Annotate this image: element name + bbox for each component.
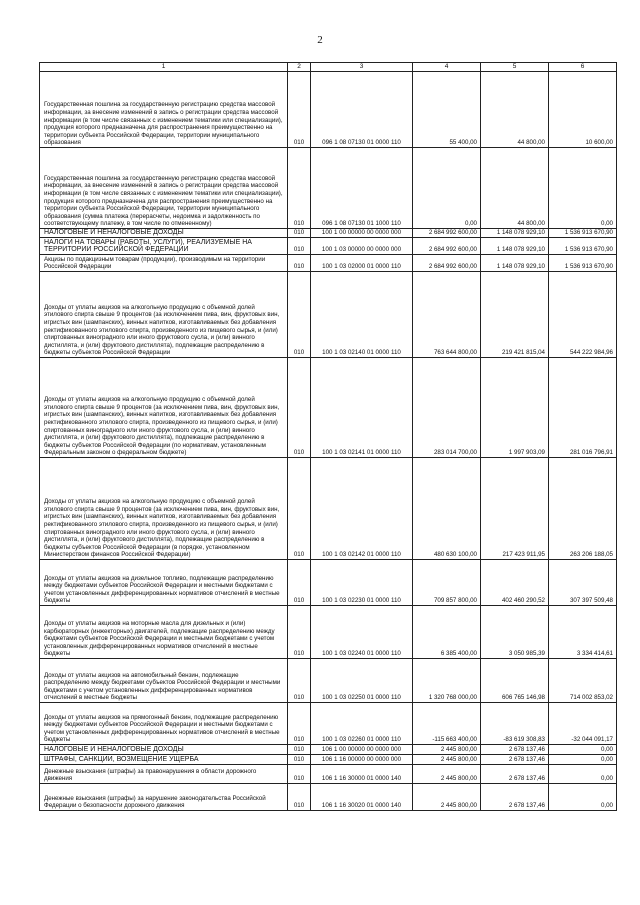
row-budget-code: 100 1 03 02260 01 0000 110 (311, 703, 413, 745)
row-executed-amount: 2 678 137,46 (481, 745, 549, 755)
row-name: НАЛОГИ НА ТОВАРЫ (РАБОТЫ, УСЛУГИ), РЕАЛИЗУЕМЫЕ НА ТЕРРИТОРИИ РОССИЙСКОЙ ФЕДЕРАЦИИ (40, 238, 288, 255)
column-header-2: 2 (288, 63, 311, 72)
row-executed-amount: 44 800,00 (481, 72, 549, 148)
row-budget-code: 100 1 03 02140 01 0000 110 (311, 272, 413, 358)
row-executed-amount: 1 148 078 929,10 (481, 229, 549, 238)
row-name: Акцизы по подакцизным товарам (продукции), производимым на территории Российской Федерации (40, 255, 288, 272)
row-approved-amount: 2 445 800,00 (413, 755, 481, 765)
row-name: ШТРАФЫ, САНКЦИИ, ВОЗМЕЩЕНИЕ УЩЕРБА (40, 755, 288, 765)
row-line-code: 010 (288, 765, 311, 784)
row-executed-amount: 3 050 985,39 (481, 606, 549, 659)
row-budget-code: 100 1 03 02240 01 0000 110 (311, 606, 413, 659)
row-line-code: 010 (288, 238, 311, 255)
row-approved-amount: -115 663 400,00 (413, 703, 481, 745)
row-unexecuted-amount: -32 044 091,17 (549, 703, 617, 745)
row-approved-amount: 2 684 992 600,00 (413, 238, 481, 255)
column-header-3: 3 (311, 63, 413, 72)
column-header-1: 1 (40, 63, 288, 72)
table-row (40, 784, 617, 811)
row-unexecuted-amount: 714 002 853,02 (549, 659, 617, 703)
row-line-code: 010 (288, 229, 311, 238)
row-line-code: 010 (288, 272, 311, 358)
row-approved-amount: 1 320 768 000,00 (413, 659, 481, 703)
row-budget-code: 106 1 00 00000 00 0000 000 (311, 745, 413, 755)
row-name: Денежные взыскания (штрафы) за нарушение законодательства Российской Федерации о безопасности дорожного движения (40, 784, 288, 811)
row-name: НАЛОГОВЫЕ И НЕНАЛОГОВЫЕ ДОХОДЫ (40, 745, 288, 755)
row-name: Доходы от уплаты акцизов на алкогольную продукцию с объемной долей этилового спирта свыше 9 процентов (за исключением пива, вин, фруктовых вин, игристых вин (шампанских), винных напитков, изготавливаемых без добавления ректификованного этилового спирта, произведенного из пищевого сырья, и (или) спиртованных виноградного или иного фруктового сусла, и (или) винного дистиллята, и (или) фруктового дистиллята), подлежащие распределению в бюджеты субъектов Российской Федерации (40, 272, 288, 358)
column-header-6: 6 (549, 63, 617, 72)
row-name: НАЛОГОВЫЕ И НЕНАЛОГОВЫЕ ДОХОДЫ (40, 229, 288, 238)
row-line-code: 010 (288, 745, 311, 755)
row-executed-amount: 1 997 903,09 (481, 358, 549, 458)
row-budget-code: 100 1 03 02250 01 0000 110 (311, 659, 413, 703)
table-row (40, 72, 617, 148)
row-name: Государственная пошлина за государственную регистрацию средства массовой информации, за внесение изменений в запись о регистрации средства массовой информации (в том числе связанных с изменением тематики или специализации), продукция которого предназначена для распространения преимущественно на территории субъекта Российской Федерации, территории муниципального образования (40, 72, 288, 148)
row-name: Доходы от уплаты акцизов на дизельное топливо, подлежащие распределению между бюджетами субъектов Российской Федерации и местными бюджетами с учетом установленных дифференцированных нормативов отчислений в местные бюджеты (40, 560, 288, 606)
row-name: Доходы от уплаты акцизов на моторные масла для дизельных и (или) карбюраторных (инжекторных) двигателей, подлежащие распределению между бюджетами субъектов Российской Федерации и местными бюджетами с учетом установленных дифференцированных нормативов отчислений в местные бюджеты (40, 606, 288, 659)
row-approved-amount: 283 014 700,00 (413, 358, 481, 458)
row-budget-code: 100 1 03 02142 01 0000 110 (311, 458, 413, 560)
row-budget-code: 100 1 00 00000 00 0000 000 (311, 229, 413, 238)
row-executed-amount: 217 423 911,95 (481, 458, 549, 560)
table-row (40, 358, 617, 458)
row-budget-code: 106 1 16 00000 00 0000 000 (311, 755, 413, 765)
table-row (40, 255, 617, 272)
table-row (40, 272, 617, 358)
row-unexecuted-amount: 307 397 509,48 (549, 560, 617, 606)
row-name: Государственная пошлина за государственную регистрацию средства массовой информации, за внесение изменений в запись о регистрации средства массовой информации (в том числе связанных с изменением тематики или специализации), продукция которого предназначена для распространения преимущественно на территории субъекта Российской Федерации, территории муниципального образования (сумма платежа (перерасчеты, недоимка и задолженность по соответствующему платежу, в том числе по отмененному) (40, 148, 288, 229)
row-executed-amount: 219 421 815,04 (481, 272, 549, 358)
row-budget-code: 106 1 16 30000 01 0000 140 (311, 765, 413, 784)
row-line-code: 010 (288, 560, 311, 606)
table-row (40, 659, 617, 703)
row-executed-amount: 2 678 137,46 (481, 755, 549, 765)
row-line-code: 010 (288, 784, 311, 811)
row-name: Доходы от уплаты акцизов на алкогольную продукцию с объемной долей этилового спирта свыше 9 процентов (за исключением пива, вин, фруктовых вин, игристых вин (шампанских), винных напитков, изготавливаемых без добавления ректификованного этилового спирта, произведенного из пищевого сырья, и (или) спиртованных виноградного или иного фруктового сусла, и (или) винного дистиллята, и (или) фруктового дистиллята), подлежащие распределению в бюджеты субъектов Российской Федерации (по нормативам, установленным Федеральным законом о федеральном бюджете) (40, 358, 288, 458)
row-executed-amount: 2 678 137,46 (481, 765, 549, 784)
table-row (40, 765, 617, 784)
row-executed-amount: 2 678 137,46 (481, 784, 549, 811)
row-executed-amount: 44 800,00 (481, 148, 549, 229)
row-executed-amount: -83 619 308,83 (481, 703, 549, 745)
row-approved-amount: 763 644 800,00 (413, 272, 481, 358)
row-line-code: 010 (288, 148, 311, 229)
row-unexecuted-amount: 1 536 913 670,90 (549, 255, 617, 272)
row-name: Доходы от уплаты акцизов на прямогонный бензин, подлежащие распределению между бюджетами субъектов Российской Федерации и местными бюджетами с учетом установленных дифференцированных нормативов отчислений в местные бюджеты (40, 703, 288, 745)
row-budget-code: 100 1 03 02141 01 0000 110 (311, 358, 413, 458)
income-table (39, 62, 617, 811)
row-unexecuted-amount: 0,00 (549, 765, 617, 784)
row-line-code: 010 (288, 703, 311, 745)
row-unexecuted-amount: 0,00 (549, 148, 617, 229)
row-budget-code: 106 1 16 30020 01 0000 140 (311, 784, 413, 811)
row-name: Денежные взыскания (штрафы) за правонарушения в области дорожного движения (40, 765, 288, 784)
row-unexecuted-amount: 0,00 (549, 784, 617, 811)
row-approved-amount: 709 857 800,00 (413, 560, 481, 606)
row-unexecuted-amount: 1 536 913 670,90 (549, 238, 617, 255)
row-budget-code: 100 1 03 00000 00 0000 000 (311, 238, 413, 255)
table-row (40, 238, 617, 255)
table-row (40, 606, 617, 659)
row-line-code: 010 (288, 358, 311, 458)
row-line-code: 010 (288, 255, 311, 272)
row-line-code: 010 (288, 755, 311, 765)
row-unexecuted-amount: 1 536 913 670,90 (549, 229, 617, 238)
row-approved-amount: 2 445 800,00 (413, 745, 481, 755)
row-approved-amount: 55 400,00 (413, 72, 481, 148)
row-line-code: 010 (288, 458, 311, 560)
row-approved-amount: 2 445 800,00 (413, 784, 481, 811)
row-budget-code: 100 1 03 02230 01 0000 110 (311, 560, 413, 606)
row-executed-amount: 1 148 078 929,10 (481, 238, 549, 255)
row-executed-amount: 1 148 078 929,10 (481, 255, 549, 272)
table-row (40, 458, 617, 560)
row-budget-code: 100 1 03 02000 01 0000 110 (311, 255, 413, 272)
table-row (40, 755, 617, 765)
row-approved-amount: 2 445 800,00 (413, 765, 481, 784)
row-line-code: 010 (288, 659, 311, 703)
row-name: Доходы от уплаты акцизов на автомобильный бензин, подлежащие распределению между бюджетами субъектов Российской Федерации и местными бюджетами с учетом установленных дифференцированных нормативов отчислений в местные бюджеты (40, 659, 288, 703)
row-budget-code: 096 1 08 07130 01 0000 110 (311, 72, 413, 148)
row-approved-amount: 480 630 100,00 (413, 458, 481, 560)
row-line-code: 010 (288, 72, 311, 148)
page-number: 2 (317, 34, 323, 46)
row-name: Доходы от уплаты акцизов на алкогольную продукцию с объемной долей этилового спирта свыше 9 процентов (за исключением пива, вин, фруктовых вин, игристых вин (шампанских), винных напитков, изготавливаемых без добавления ректификованного этилового спирта, произведенного из пищевого сырья, и (или) спиртованных виноградного или иного фруктового сусла, и (или) винного дистиллята, и (или) фруктового дистиллята), подлежащие распределению в бюджеты субъектов Российской Федерации (в порядке, установленном Министерством финансов Российской Федерации) (40, 458, 288, 560)
row-unexecuted-amount: 3 334 414,61 (549, 606, 617, 659)
row-unexecuted-amount: 281 016 796,91 (549, 358, 617, 458)
column-header-4: 4 (413, 63, 481, 72)
table-row (40, 229, 617, 238)
column-header-5: 5 (481, 63, 549, 72)
row-unexecuted-amount: 263 206 188,05 (549, 458, 617, 560)
row-budget-code: 096 1 08 07130 01 1000 110 (311, 148, 413, 229)
row-approved-amount: 2 684 992 600,00 (413, 255, 481, 272)
row-line-code: 010 (288, 606, 311, 659)
row-unexecuted-amount: 0,00 (549, 745, 617, 755)
row-approved-amount: 2 684 992 600,00 (413, 229, 481, 238)
row-approved-amount: 6 385 400,00 (413, 606, 481, 659)
table-row (40, 148, 617, 229)
table-row (40, 745, 617, 755)
row-executed-amount: 606 765 146,98 (481, 659, 549, 703)
row-unexecuted-amount: 10 600,00 (549, 72, 617, 148)
table-row (40, 703, 617, 745)
table-row (40, 560, 617, 606)
row-unexecuted-amount: 0,00 (549, 755, 617, 765)
row-approved-amount: 0,00 (413, 148, 481, 229)
header-row (40, 63, 617, 72)
row-executed-amount: 402 460 290,52 (481, 560, 549, 606)
row-unexecuted-amount: 544 222 984,96 (549, 272, 617, 358)
